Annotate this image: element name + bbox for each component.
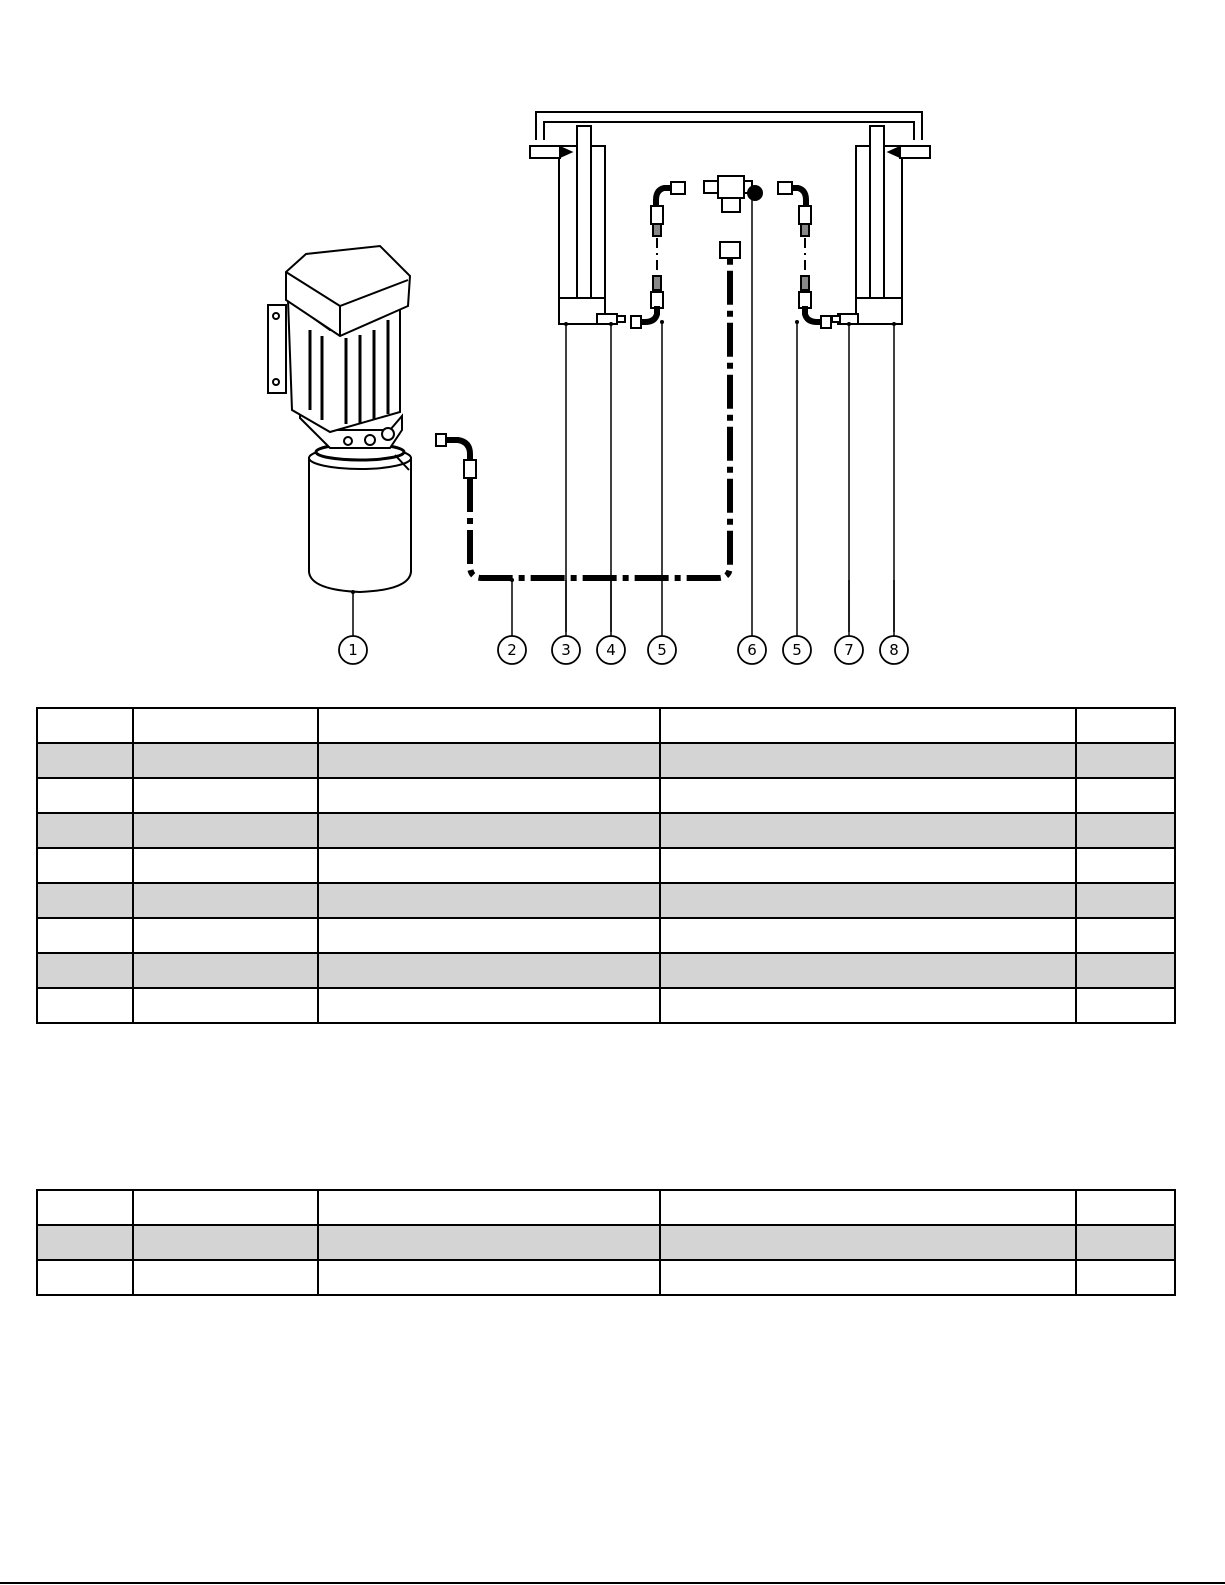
table-cell xyxy=(318,918,660,953)
table-cell xyxy=(133,918,318,953)
table-row xyxy=(37,743,1175,778)
callout-1 xyxy=(339,636,367,664)
table-cell xyxy=(37,1260,133,1295)
table-cell xyxy=(660,708,1076,743)
leader-dots xyxy=(351,320,896,594)
table-cell xyxy=(133,778,318,813)
table-cell xyxy=(1076,1260,1175,1295)
table-cell xyxy=(133,988,318,1023)
leader-lines xyxy=(353,200,894,636)
table-cell xyxy=(37,988,133,1023)
table-cell xyxy=(660,743,1076,778)
right-short-hose-drawing xyxy=(778,182,831,328)
table-cell xyxy=(133,1225,318,1260)
tee-fitting-drawing xyxy=(704,176,762,258)
table-cell xyxy=(660,813,1076,848)
table-cell xyxy=(318,708,660,743)
table-row xyxy=(37,813,1175,848)
callout-3 xyxy=(552,636,580,664)
table-cell xyxy=(1076,988,1175,1023)
callout-5-right xyxy=(783,636,811,664)
table-cell xyxy=(1076,813,1175,848)
table-cell xyxy=(1076,743,1175,778)
table-cell xyxy=(37,813,133,848)
table-cell xyxy=(318,743,660,778)
table-cell xyxy=(37,708,133,743)
table-cell xyxy=(37,778,133,813)
table-row xyxy=(37,708,1175,743)
table-cell xyxy=(1076,1225,1175,1260)
table-cell xyxy=(660,1260,1076,1295)
table-cell xyxy=(318,1225,660,1260)
table-cell xyxy=(660,1225,1076,1260)
table-cell xyxy=(318,848,660,883)
table-cell xyxy=(1076,883,1175,918)
table-cell xyxy=(660,883,1076,918)
table-cell xyxy=(318,813,660,848)
table-row xyxy=(37,883,1175,918)
parts-table xyxy=(36,707,1176,1024)
table-cell xyxy=(660,953,1076,988)
table-cell xyxy=(660,1190,1076,1225)
table-cell xyxy=(660,918,1076,953)
table-cell xyxy=(133,953,318,988)
callout-label: 3 xyxy=(561,641,571,659)
table-cell xyxy=(318,1190,660,1225)
table-cell xyxy=(37,953,133,988)
power-unit-drawing xyxy=(268,246,411,592)
table-cell xyxy=(37,918,133,953)
table-cell xyxy=(37,743,133,778)
table-cell xyxy=(660,848,1076,883)
table-cell xyxy=(133,708,318,743)
table-cell xyxy=(37,883,133,918)
callout-8 xyxy=(880,636,908,664)
table-cell xyxy=(1076,918,1175,953)
table-cell xyxy=(318,988,660,1023)
hydraulic-layout-diagram xyxy=(0,0,1225,700)
table-cell xyxy=(133,1190,318,1225)
callout-label: 5 xyxy=(792,641,802,659)
table-row xyxy=(37,918,1175,953)
table-cell xyxy=(37,1190,133,1225)
left-short-hose-drawing xyxy=(631,182,685,328)
table-cell xyxy=(133,743,318,778)
page-bottom-rule xyxy=(0,1582,1225,1584)
callout-label: 5 xyxy=(657,641,667,659)
table-row xyxy=(37,1260,1175,1295)
callout-label: 4 xyxy=(606,641,616,659)
table-cell xyxy=(133,848,318,883)
table-row xyxy=(37,1225,1175,1260)
table-cell xyxy=(318,778,660,813)
table-cell xyxy=(133,883,318,918)
callout-4 xyxy=(597,636,625,664)
callout-label: 2 xyxy=(507,641,517,659)
table-cell xyxy=(133,813,318,848)
callout-label: 6 xyxy=(747,641,757,659)
table-cell xyxy=(37,848,133,883)
table-cell xyxy=(1076,1190,1175,1225)
table-row xyxy=(37,1190,1175,1225)
table-cell xyxy=(1076,778,1175,813)
callout-2 xyxy=(498,636,526,664)
callout-label: 1 xyxy=(348,641,358,659)
table-row xyxy=(37,778,1175,813)
table-cell xyxy=(1076,848,1175,883)
table-row xyxy=(37,988,1175,1023)
secondary-parts-table xyxy=(36,1189,1176,1296)
table-cell xyxy=(318,953,660,988)
table-cell xyxy=(37,1225,133,1260)
table-cell xyxy=(133,1260,318,1295)
callout-5-left xyxy=(648,636,676,664)
callout-7 xyxy=(835,636,863,664)
table-cell xyxy=(1076,708,1175,743)
callout-label: 8 xyxy=(889,641,899,659)
callout-6 xyxy=(738,636,766,664)
table-cell xyxy=(660,778,1076,813)
table-cell xyxy=(660,988,1076,1023)
table-cell xyxy=(1076,953,1175,988)
table-cell xyxy=(318,883,660,918)
table-cell xyxy=(318,1260,660,1295)
table-row xyxy=(37,848,1175,883)
table-row xyxy=(37,953,1175,988)
callout-label: 7 xyxy=(844,641,854,659)
